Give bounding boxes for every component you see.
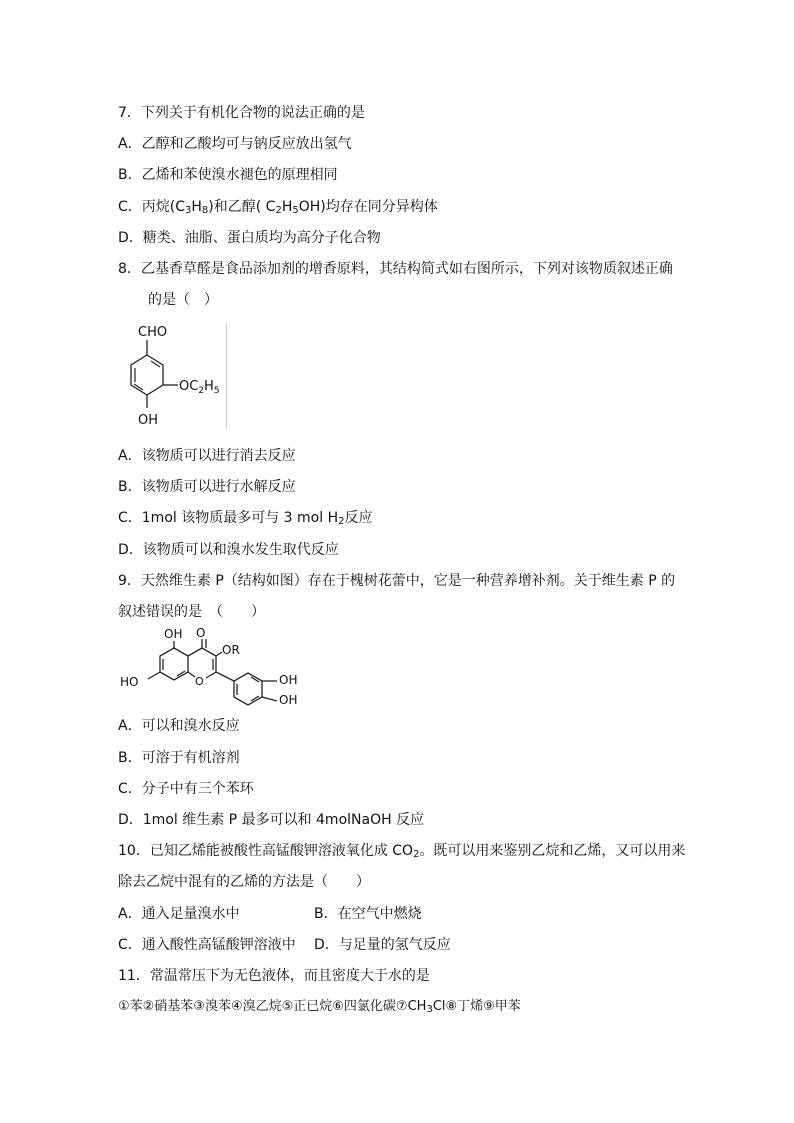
- q9-oh-1: OH: [279, 673, 298, 687]
- q8-option-c: C．1mol 该物质最多可与 3 mol $H_2$反应: [118, 510, 373, 527]
- q9-option-c: C．分子中有三个苯环: [118, 781, 254, 797]
- q9-option-a: A．可以和溴水反应: [118, 718, 240, 734]
- q8-ethoxy-label: $OC_2H_5$: [179, 379, 220, 396]
- q7-option-d: D．糖类、油脂、蛋白质均为高分子化合物: [118, 230, 381, 246]
- q7-option-b: B．乙烯和苯使溴水褪色的原理相同: [118, 167, 338, 183]
- q9-option-d: D．1mol 维生素 P 最多可以和 4molNaOH 反应: [118, 812, 425, 828]
- q9-ring-b: [234, 673, 262, 705]
- q8-cho-label: CHO: [138, 325, 168, 340]
- q11-stem: 11．常温常压下为无色液体，而且密度大于水的是: [118, 968, 430, 984]
- q10-option-d: D．与足量的氢气反应: [314, 937, 451, 953]
- q8-option-d: D．该物质可以和溴水发生取代反应: [118, 542, 339, 558]
- q8-benzene-ring: [131, 355, 163, 395]
- figure-divider: [226, 323, 227, 429]
- q10-option-c: C．通入酸性高锰酸钾溶液中: [118, 937, 296, 953]
- q7-option-c: C．丙烷$(C_3H_8)$和乙醇( $C_2H_5OH$)均存在同分异构体: [118, 199, 438, 216]
- q9-ring-c: [188, 648, 216, 678]
- q10-stem-line1: 10．已知乙烯能被酸性高锰酸钾溶液氧化成 $CO_2$。既可以用来鉴别乙烷和乙烯，又可以用来: [118, 843, 686, 860]
- q8-oh-label: OH: [138, 413, 159, 428]
- q9-ring-o: O: [195, 675, 204, 688]
- q8-structure-diagram: [110, 318, 226, 434]
- q9-carbonyl-o: O: [196, 626, 206, 640]
- q9-oh-2: OH: [279, 693, 298, 707]
- q9-stem-line2: 叙述错误的是 （ ）: [118, 604, 265, 620]
- q9-stem-line1: 9．天然维生素 P（结构如图）存在于槐树花蕾中，它是一种营养增补剂。关于维生素 P 的: [118, 573, 676, 589]
- q9-oh-top: OH: [164, 627, 183, 641]
- q9-ring-a: [160, 648, 188, 680]
- q9-structure-diagram: [116, 624, 306, 712]
- q8-stem-line1: 8．乙基香草醛是食品添加剂的增香原料，其结构简式如右图所示，下列对该物质叙述正确: [118, 261, 673, 277]
- q10-stem-line2: 除去乙烷中混有的乙烯的方法是（ ）: [118, 874, 370, 890]
- q8-option-a: A．该物质可以进行消去反应: [118, 448, 296, 464]
- q10-option-b: B．在空气中燃烧: [314, 906, 422, 922]
- q7-stem: 7．下列关于有机化合物的说法正确的是: [118, 105, 365, 121]
- q9-ho-label: HO: [120, 675, 139, 689]
- q9-option-b: B．可溶于有机溶剂: [118, 750, 240, 766]
- q8-stem-line2: 的是（ ）: [148, 292, 218, 308]
- q11-options: ①苯②硝基苯③溴苯④溴乙烷⑤正已烷⑥四氯化碳$⑦CH_3Cl⑧$丁烯⑨甲苯: [118, 999, 521, 1015]
- q9-or-label: OR: [222, 643, 240, 657]
- q7-option-a: A．乙醇和乙酸均可与钠反应放出氢气: [118, 136, 352, 152]
- q8-option-b: B．该物质可以进行水解反应: [118, 479, 296, 495]
- q10-option-a: A．通入足量溴水中: [118, 906, 240, 922]
